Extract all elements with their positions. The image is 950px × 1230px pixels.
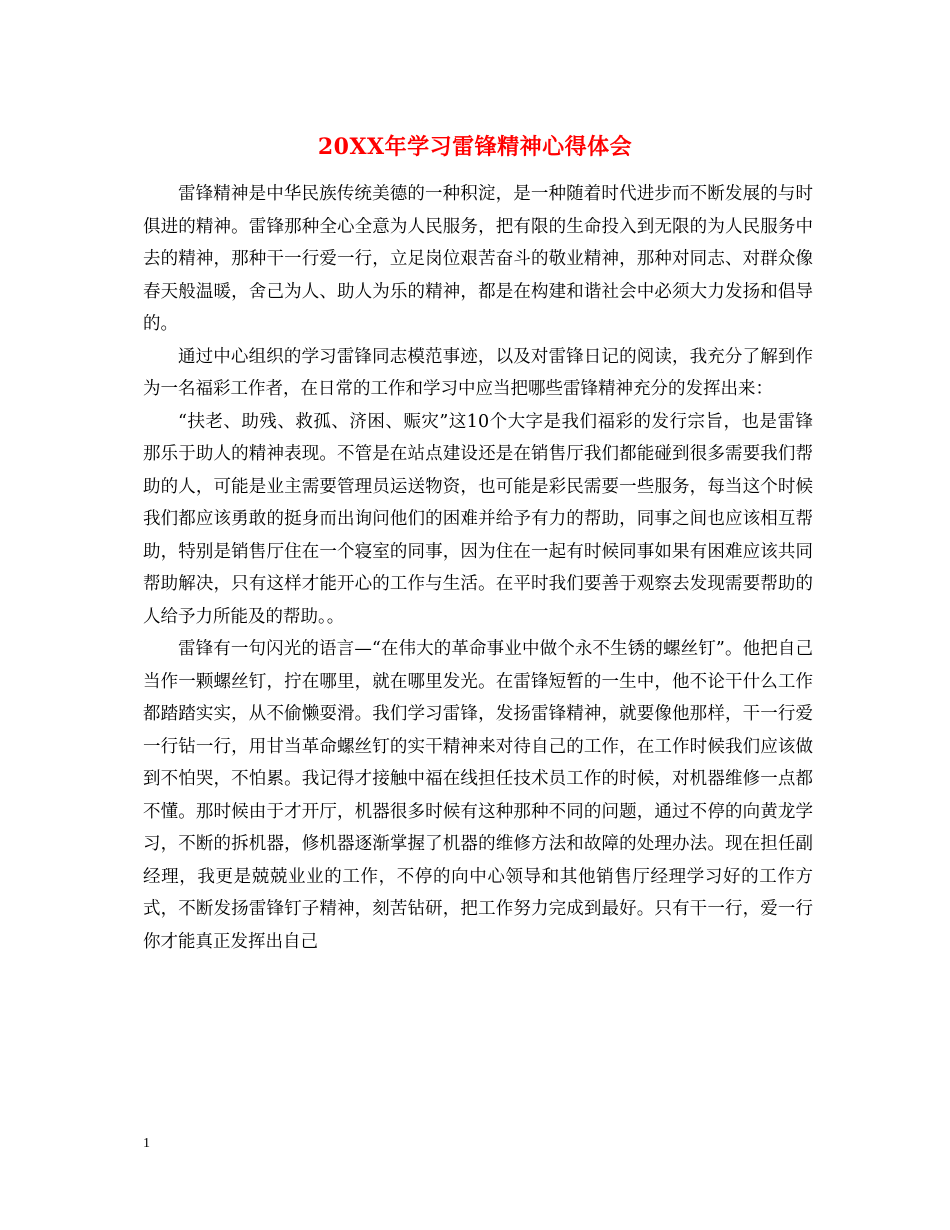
paragraph-2: 通过中心组织的学习雷锋同志模范事迹，以及对雷锋日记的阅读，我充分了解到作为一名福彩工作者，在日常的工作和学习中应当把哪些雷锋精神充分的发挥出来： [143,346,813,399]
paragraph-1: 雷锋精神是中华民族传统美德的一种积淀，是一种随着时代进步而不断发展的与时俱进的精神。雷锋那种全心全意为人民服务，把有限的生命投入到无限的为人民服务中去的精神，那种干一行爱一行，立足岗位艰苦奋斗的敬业精神，那种对同志、对群众像春天般温暖，舍己为人、助人为乐的精神，都是在构建和谐社会中必须大力发扬和倡导的。 [143,184,813,334]
paragraph-3: “扶老、助残、救孤、济困、赈灾”这10个大字是我们福彩的发行宗旨，也是雷锋那乐于助人的精神表现。不管是在站点建设还是在销售厅我们都能碰到很多需要我们帮助的人，可能是业主需要管理员运送物资，也可能是彩民需要一些服务，每当这个时候我们都应该勇敢的挺身而出询问他们的困难并给予有力的帮助，同事之间也应该相互帮助，特别是销售厅住在一个寝室的同事，因为住在一起有时候同事如果有困难应该共同帮助解决，只有这样才能开心的工作与生活。在平时我们要善于观察去发现需要帮助的人给予力所能及的帮助。。 [143,411,813,627]
paragraph-4: 雷锋有一句闪光的语言—“在伟大的革命事业中做个永不生锈的螺丝钉”。他把自己当作一颗螺丝钉，拧在哪里，就在哪里发光。在雷锋短暂的一生中，他不论干什么工作都踏踏实实，从不偷懒耍滑。我们学习雷锋，发扬雷锋精神，就要像他那样，干一行爱一行钻一行，用甘当革命螺丝钉的实干精神来对待自己的工作，在工作时候我们应该做到不怕哭，不怕累。我记得才接触中福在线担任技术员工作的时候，对机器维修一点都不懂。那时候由于才开厅，机器很多时候有这种那种不同的问题，通过不停的向黄龙学习，不断的拆机器，修机器逐渐掌握了机器的维修方法和故障的处理办法。现在担任副经理，我更是兢兢业业的工作，不停的向中心领导和其他销售厅经理学习好的工作方式，不断发扬雷锋钉子精神，刻苦钻研，把工作努力完成到最好。只有干一行，爱一行你才能真正发挥出自己 [143,639,813,952]
document-title: 20XX年学习雷锋精神心得体会 [317,134,633,160]
document-body [143,178,813,958]
page-number: 1 [143,1136,150,1151]
